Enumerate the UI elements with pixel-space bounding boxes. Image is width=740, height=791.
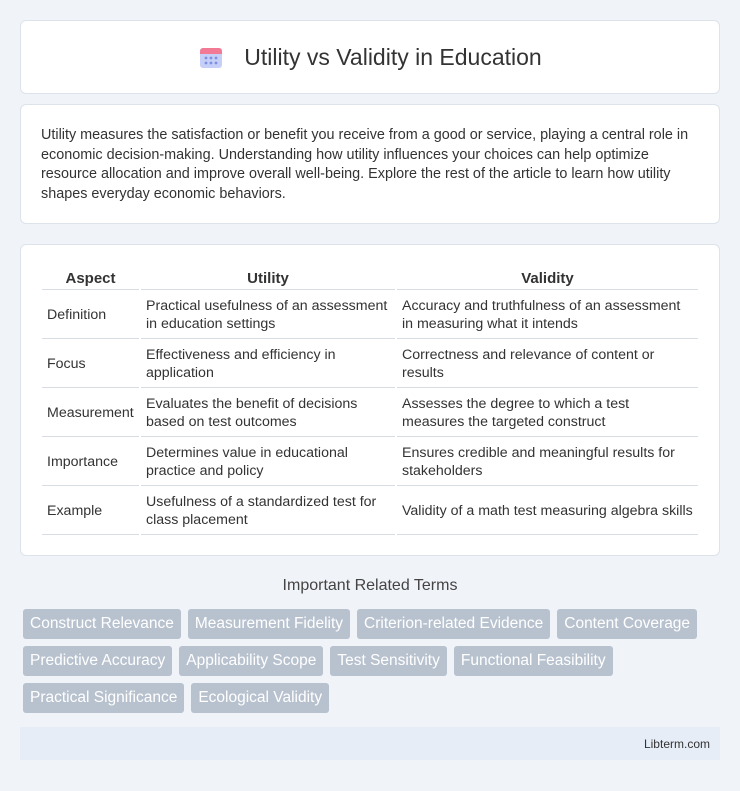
related-term-tag[interactable]: Criterion-related Evidence	[357, 609, 550, 639]
related-term-tag[interactable]: Ecological Validity	[191, 683, 329, 713]
page-title: Utility vs Validity in Education	[244, 43, 542, 70]
cell-validity: Accuracy and truthfulness of an assessment in measuring what it intends	[397, 292, 698, 339]
footer-site-link[interactable]: Libterm.com	[643, 736, 710, 751]
table-row	[42, 341, 698, 388]
cell-utility: Usefulness of a standardized test for class placement	[141, 488, 395, 535]
related-term-tag[interactable]: Predictive Accuracy	[23, 646, 172, 676]
table-row	[42, 488, 698, 535]
related-terms-list	[23, 609, 723, 713]
cell-aspect: Definition	[42, 292, 139, 339]
table-header-row	[42, 264, 698, 290]
cell-aspect: Importance	[42, 439, 139, 486]
cell-validity: Ensures credible and meaningful results for stakeholders	[397, 439, 698, 486]
cell-aspect: Focus	[42, 341, 139, 388]
comparison-table-card	[20, 244, 720, 556]
cell-validity: Validity of a math test measuring algebra skills	[397, 488, 698, 535]
cell-aspect: Measurement	[42, 390, 139, 437]
related-term-tag[interactable]: Construct Relevance	[23, 609, 181, 639]
related-term-tag[interactable]: Practical Significance	[23, 683, 184, 713]
table-row	[42, 292, 698, 339]
footer	[20, 727, 720, 760]
related-term-tag[interactable]: Measurement Fidelity	[188, 609, 350, 639]
related-term-tag[interactable]: Applicability Scope	[179, 646, 323, 676]
table-row	[42, 390, 698, 437]
header-utility: Utility	[141, 264, 395, 290]
related-term-tag[interactable]: Functional Feasibility	[454, 646, 613, 676]
calendar-icon	[198, 44, 224, 70]
related-terms-title: Important Related Terms	[282, 577, 458, 594]
intro-card	[20, 104, 720, 224]
cell-utility: Effectiveness and efficiency in application	[141, 341, 395, 388]
table-row	[42, 439, 698, 486]
related-term-tag[interactable]: Content Coverage	[557, 609, 697, 639]
cell-utility: Practical usefulness of an assessment in education settings	[141, 292, 395, 339]
cell-validity: Correctness and relevance of content or results	[397, 341, 698, 388]
header-aspect: Aspect	[42, 264, 139, 290]
cell-aspect: Example	[42, 488, 139, 535]
comparison-table	[40, 262, 700, 537]
cell-utility: Evaluates the benefit of decisions based on test outcomes	[141, 390, 395, 437]
header-card	[20, 20, 720, 94]
related-term-tag[interactable]: Test Sensitivity	[330, 646, 447, 676]
header-validity: Validity	[397, 264, 698, 290]
cell-utility: Determines value in educational practice and policy	[141, 439, 395, 486]
cell-validity: Assesses the degree to which a test measures the targeted construct	[397, 390, 698, 437]
intro-text: Utility measures the satisfaction or benefit you receive from a good or service, playing a central role in economic decision-making. Understanding how utility influences your choices can help optimize resource allocation and improve overall well-being. Explore the rest of the article to learn how utility shapes everyday economic behaviors.	[41, 127, 689, 202]
